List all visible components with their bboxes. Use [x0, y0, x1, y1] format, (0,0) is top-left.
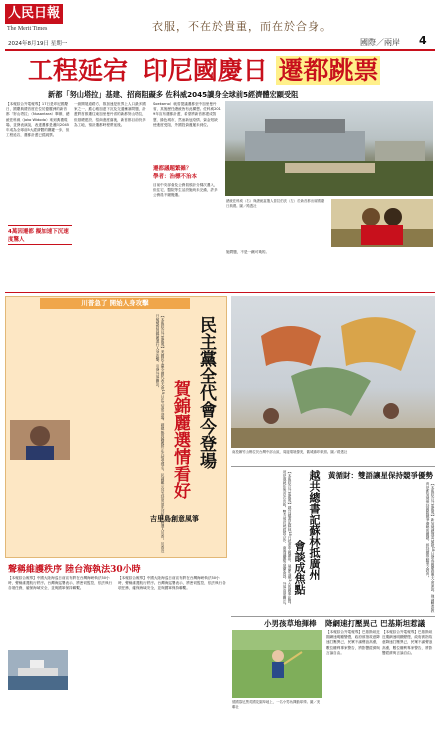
kite-caption-title: 吉里島創意風箏 [150, 515, 199, 523]
section-rule-1 [5, 292, 435, 293]
question-line-2: 學者：治標不治本 [153, 174, 198, 180]
china-article-photo [8, 650, 68, 690]
china-article-title: 聲稱維護秩序 陸台海執法30小時 [8, 565, 141, 575]
main-headline [28, 56, 428, 86]
pakistan-article-title: 降網速打壓異己 巴基斯坦惹議 [325, 619, 426, 628]
kid-photo-caption: 德國慕尼黑英國花園草地上，一名小男孩揮動球棒。圖／美聯社 [232, 700, 321, 709]
box-convention-photo [10, 420, 70, 460]
headline-part3: 遷都跳票 [278, 56, 379, 85]
vietnam-article-title: 越共總書記蘇林抵廣州 [308, 470, 321, 580]
headline-subtitle: 新都「努山塔拉」基建、招商阻礙多 佐科威2045讀身全球前5經濟體宏願受阻 [48, 90, 299, 99]
question-box [153, 164, 221, 180]
lead-article-col1: 【本報綜合外電報導】17日是印尼國慶日，國慶典禮首度在位於婆羅洲的新首都「努山塔拉」（Nusantara）舉辦，總統佐科威（Joko Widodo）來到典禮現場，並發表演說，表達遷都是邁向2045年成為全球前5大經濟體的關鍵一步，但工程延宕，遷都計畫已經跳票。 [6, 102, 70, 138]
kite-photo-caption: 南投縣竹山鄉位於台灣中部山區，周邊環境優美，舊城鎮印象照。圖／路透社 [232, 450, 348, 454]
lead-photo [225, 101, 433, 196]
lead-article-col2: 一級開展道路方，推加速是世界上人口最多國家之一，擔心雅加達下沉及交通壅塞問題，計畫將首都遷往東加里曼丹省的新都努山塔拉，但基礎建設、招商進度落後，新首都目前仍多為工地，預計遷都時程將延後。 [74, 102, 146, 127]
kid-photo-title: 小男孩草地揮棒 [264, 619, 317, 628]
kite-photo [231, 296, 435, 448]
ship-photo-scene [8, 650, 68, 690]
kite-photo-scene [231, 296, 435, 448]
section-rule-3 [231, 616, 435, 617]
kid-photo-scene [232, 630, 322, 698]
lead-article-col3: Soekarno）就曾提議遷都至中加里曼丹省，其後歷任總統皆有此構想。佐科威2019年宣布遷都計畫，希望將新首都建成智慧、綠色城市，然而新冠疫情、資金短缺使進度受阻，外國投資遲遲未到位。 [153, 102, 221, 127]
masthead-rule [5, 49, 435, 51]
masthead-slogan: 衣服，不在於貴重，而在於合身。 [152, 20, 332, 33]
inset-photo-scene [331, 199, 433, 247]
section-label: 國際／兩岸 [360, 38, 400, 47]
kid-photo [232, 630, 322, 698]
box-convention-subheadline: 賀錦麗選情看好 [170, 380, 190, 499]
lead-photo-inset [331, 199, 433, 247]
pakistan-article-text: 【本報綜合外電報導】巴基斯坦近期網速明顯變慢，政府被指故意降速打壓異己，民眾不滿聲浪高漲，數位權利專家警告，將影響經濟與言論自由。 [326, 630, 380, 655]
box-convention-text: 【本報綜合外電報導】美國民主黨全國代表大會19日在芝加哥登場，副總統賀錦麗將正式接受提名，民調顯示其支持度領先共和黨候選人川普。川普近日頻頻對賀錦麗進行人身攻擊，引發外界關注。 [156, 314, 165, 553]
section-rule-2 [231, 466, 435, 467]
huang-article-title: 黃循財：雙語讓星保持競爭優勢 [328, 471, 433, 480]
china-article-text-2: 【本報綜合報導】中國大陸海巡日前宣布將在台灣海峽執法30小時，聲稱維護航行秩序。台灣海巡署表示，將密切監控，依法執行各項任務，確保海域安全，並與國軍保持聯繫。 [118, 576, 226, 591]
question-line-1: 遷都議題繁雜？ [153, 166, 192, 172]
pakistan-article-text-2: 【本報綜合外電報導】巴基斯坦近期網速明顯變慢，政府被指故意降速打壓異己，民眾不滿聲浪高漲，數位權利專家警告，將影響經濟與言論自由。 [382, 630, 433, 655]
box-convention-headline: 民主黨全代會今登場 [196, 316, 216, 469]
lead-article-col3-tail: 目前中央部會及公務員預計分梯次遷入，但住宅、醫院等生活設施尚未完備，許多公務員不願搬遷。 [153, 183, 218, 198]
convention-photo-scene [10, 420, 70, 460]
vietnam-article-subtitle: 會談成焦點 [293, 540, 306, 595]
page-number: 4 [419, 34, 427, 47]
lead-photo-scene [225, 101, 433, 196]
masthead-subtitle: The Merit Times [7, 26, 48, 32]
masthead-date: 2024年8月19日 星期一 [8, 41, 68, 47]
vietnam-article-text: 【本報綜合外電報導】越共總書記蘇林18日抵達中國廣州，展開為期3天的國事訪問，這是他就任後首次出訪。雙方預計就經貿合作、南海議題等展開會談，外界高度關注。 [283, 470, 292, 607]
headline-part2: 印尼國慶日 [142, 56, 268, 85]
masthead-logo: 人民日報 [5, 4, 63, 24]
huang-article-text: 【本報綜合外電報導】新加坡總理黃循財18日發表國慶群眾大會演說，強調雙語教育是新加坡保持國際競爭優勢的關鍵，將持續推動華文教育。 [426, 482, 435, 613]
china-article-text: 【本報綜合報導】中國大陸海巡日前宣布將在台灣海峽執法30小時，聲稱維護航行秩序。台灣海巡署表示，將密切監控，依法執行各項任務，確保海域安全，並與國軍保持聯繫。 [8, 576, 113, 591]
lead-right-text: 施問題，不是一蹴可幾的。 [226, 250, 270, 254]
lead-photo-caption: 總統佐科威（右）與總統當選人普拉伯沃（左）於新首都出席國慶日典禮。圖／路透社 [226, 199, 325, 208]
headline-part1: 工程延宕 [28, 56, 129, 85]
lead-box-label: 4萬因遷都 擬加速下沉速度驚人 [8, 225, 72, 245]
box-convention-title: 川普急了 開始人身攻擊 [40, 298, 190, 309]
